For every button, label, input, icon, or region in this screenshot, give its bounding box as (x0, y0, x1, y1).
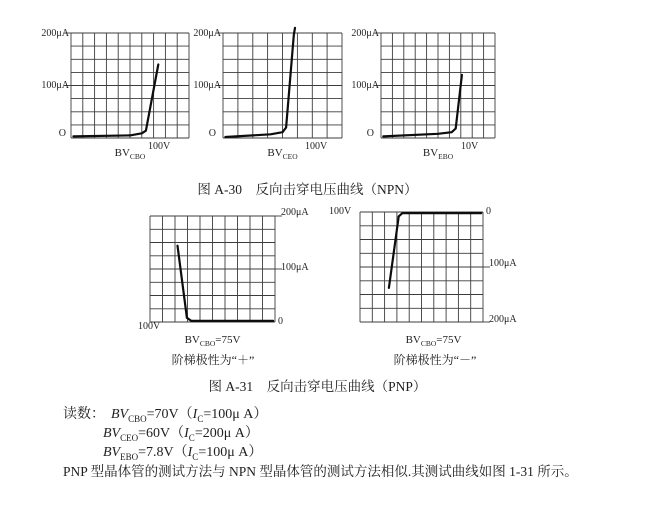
bv-value: =7.8V（ (138, 445, 188, 460)
bv-symbol: BV (422, 147, 439, 159)
ic-subscript: C (197, 413, 204, 424)
y-axis-label-200ua: 200μA (489, 314, 517, 325)
ic-symbol: I (187, 445, 193, 460)
ic-value: =100μ A） (198, 445, 263, 460)
bv-value: =75V (215, 334, 241, 346)
bv-value: =60V（ (138, 426, 185, 441)
y-axis-label-100ua: 100μA (41, 80, 69, 91)
bv-subscript: CBO (420, 339, 437, 349)
y-axis-label-100ua: 100μA (193, 80, 221, 91)
y-axis-label-100ua: 100μA (281, 262, 309, 273)
pnp-plus-plot (142, 208, 283, 330)
npn-bvebo-plot (373, 25, 503, 146)
body-paragraph: PNP 型晶体管的测试方法与 NPN 型晶体管的测试方法相似.其测试曲线如图 1-31 所示。 (63, 464, 578, 479)
bv-symbol: BV (184, 334, 200, 346)
y-axis-label-100ua: 100μA (489, 258, 517, 269)
ic-subscript: C (188, 432, 195, 443)
origin-label: O (208, 128, 216, 139)
readings-label: 读数： (63, 407, 105, 422)
origin-label: O (366, 128, 374, 139)
bv-subscript: CEO (120, 432, 139, 443)
x-axis-label-100v: 100V (138, 321, 161, 332)
bv-symbol: BV (103, 426, 121, 441)
bv-symbol: BV (114, 147, 130, 159)
origin-label: O (58, 128, 66, 139)
x-axis-label-100v: 100V (305, 141, 328, 152)
x-axis-label-100v: 100V (329, 206, 352, 217)
pnp-minus-plot (352, 204, 491, 330)
bv-value: =70V（ (146, 407, 193, 422)
bv-subscript: EBO (438, 152, 454, 162)
bv-subscript: CEO (282, 152, 298, 162)
device-parameter-label (372, 334, 495, 348)
y-axis-label-100ua: 100μA (351, 80, 379, 91)
y-axis-label-200ua: 200μA (281, 207, 309, 218)
bv-symbol: BV (267, 147, 283, 159)
device-parameter-label (71, 147, 189, 161)
device-parameter-label (381, 147, 495, 161)
figure-caption-a30: 图 A-30 反向击穿电压曲线（NPN） (197, 182, 418, 197)
ic-subscript: C (192, 451, 199, 462)
ic-symbol: I (192, 407, 198, 422)
bv-subscript: CBO (128, 413, 147, 424)
ic-symbol: I (184, 426, 189, 441)
step-polarity-label: 阶梯极性为“－” (393, 353, 477, 367)
y-axis-label-200ua: 200μA (351, 28, 379, 39)
x-axis-label-10v: 10V (461, 141, 479, 152)
bv-symbol: BV (405, 334, 421, 346)
reading-line-bvcbo (63, 403, 267, 424)
x-axis-label-100v: 100V (148, 141, 171, 152)
device-parameter-label (223, 147, 342, 161)
y-axis-label-200ua: 200μA (193, 28, 221, 39)
origin-label: 0 (486, 206, 491, 217)
reading-line-bvceo (103, 422, 259, 443)
y-axis-label-200ua: 200μA (41, 28, 69, 39)
ic-value: =200μ A） (194, 426, 259, 441)
step-polarity-label: 阶梯极性为“＋” (171, 353, 255, 367)
bv-value: =75V (436, 334, 462, 346)
npn-bvceo-plot (215, 25, 350, 146)
npn-bvcbo-plot (63, 25, 197, 146)
bv-subscript: CBO (199, 339, 216, 349)
bv-subscript: EBO (120, 451, 139, 462)
figure-caption-a31: 图 A-31 反向击穿电压曲线（PNP） (208, 379, 427, 394)
bv-subscript: CBO (129, 152, 146, 162)
ic-value: =100μ A） (203, 407, 268, 422)
reading-line-bvebo (103, 441, 262, 462)
bv-symbol: BV (111, 407, 129, 422)
device-parameter-label (150, 334, 275, 348)
bv-symbol: BV (103, 445, 121, 460)
origin-label: 0 (278, 316, 283, 327)
